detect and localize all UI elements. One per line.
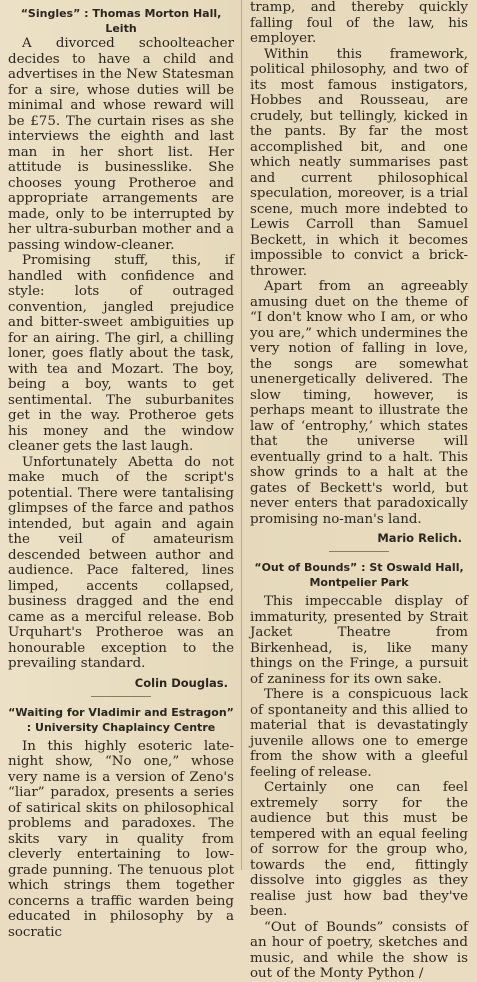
review-paragraph: Promising stuff, this, if handled with confidence and style: lots of outraged convention, jangled prejudice and bitter-sweet ambiguities up for an airing. The girl, a chilling loner, goes flatly about the task, with tea and Mozart. The boy, being a boy, wants to get sentimental. The suburbanites get in the way. Protheroe gets his money and the window cleaner gets the last laugh. xyxy=(8,253,234,454)
review-paragraph: “Out of Bounds” consists of an hour of poetry, sketches and music, and while the show is out of the Monty Python / xyxy=(250,919,468,981)
section-divider xyxy=(91,696,151,697)
review-paragraph: Apart from an agreeably amusing duet on the theme of “I don't know who I am, or who you are,” which undermines the very notion of falling in love, the songs are somewhat unenergetically delivered. The slow timing, however, is perhaps meant to illustrate the law of ‘entrophy,’ which states that the universe will eventually grind to a halt. This show grinds to a halt at the gates of Beckett's world, but never enters that paradoxically promising no-man's land. xyxy=(250,279,468,527)
section-divider xyxy=(329,551,389,552)
byline-colin-douglas: Colin Douglas. xyxy=(134,675,228,690)
right-column xyxy=(250,0,468,981)
review-heading-waiting: “Waiting for Vladimir and Estragon” : University Chaplaincy Centre xyxy=(8,705,234,734)
review-paragraph: tramp, and thereby quickly falling foul of the law, his employer. xyxy=(250,0,468,46)
review-paragraph: There is a conspicuous lack of spontaneity and this allied to material that is devastatingly juvenile allows one to emerge from the show with a gleeful feeling of release. xyxy=(250,687,468,780)
review-paragraph: Certainly one can feel extremely sorry for the audience but this must be tempered with an equal feeling of sorrow for the group who, towards the end, fittingly dissolve into giggles as they realise just how bad they've been. xyxy=(250,780,468,919)
review-paragraph: A divorced schoolteacher decides to have a child and advertises in the New Statesman for a sire, whose duties will be minimal and whose reward will be £75. The curtain rises as she interviews the eighth and last man in her short list. Her attitude is businesslike. She chooses young Protheroe and appropriate arrangements are made, only to be interrupted by her ultra-suburban mother and a passing window-cleaner. xyxy=(8,36,234,253)
review-paragraph: Within this framework, political philosophy, and two of its most famous instigators, Hobbes and Rousseau, are crudely, but tellingly, kicked in the pants. By far the most accomplished bit, and one which neatly summarises past and current philosophical speculation, moreover, is a trial scene, much more indebted to Lewis Carroll than Samuel Beckett, in which it becomes impossible to convict a brick-thrower. xyxy=(250,46,468,279)
left-column xyxy=(8,0,234,940)
review-paragraph: This impeccable display of immaturity, presented by Strait Jacket Theatre from Birkenhead, is, like many things on the Fringe, a pursuit of zaniness for its own sake. xyxy=(250,594,468,687)
byline-mario-relich: Mario Relich. xyxy=(377,531,462,545)
review-paragraph: In this highly esoteric late-night show, “No one,” whose very name is a version of Zeno's “liar” paradox, presents a series of satirical skits on philosophical problems and paradoxes. The skits vary in quality from cleverly entertaining to low-grade punning. The tenuous plot which strings them together concerns a traffic warden being educated in philosophy by a socratic xyxy=(8,738,234,940)
column-divider xyxy=(241,0,242,870)
review-paragraph: Unfortunately Abetta do not make much of the script's potential. There were tantalising glimpses of the farce and pathos intended, but again and again the veil of amateurism descended between author and audience. Pace faltered, lines limped, accents collapsed, business dragged and the end came as a merciful release. Bob Urquhart's Protheroe was an honourable exception to the prevailing standard. xyxy=(8,454,234,671)
review-heading-out-of-bounds: “Out of Bounds” : St Oswald Hall, Montpelier Park xyxy=(254,561,464,589)
review-heading-singles: “Singles” : Thomas Morton Hall, Leith xyxy=(20,7,222,35)
